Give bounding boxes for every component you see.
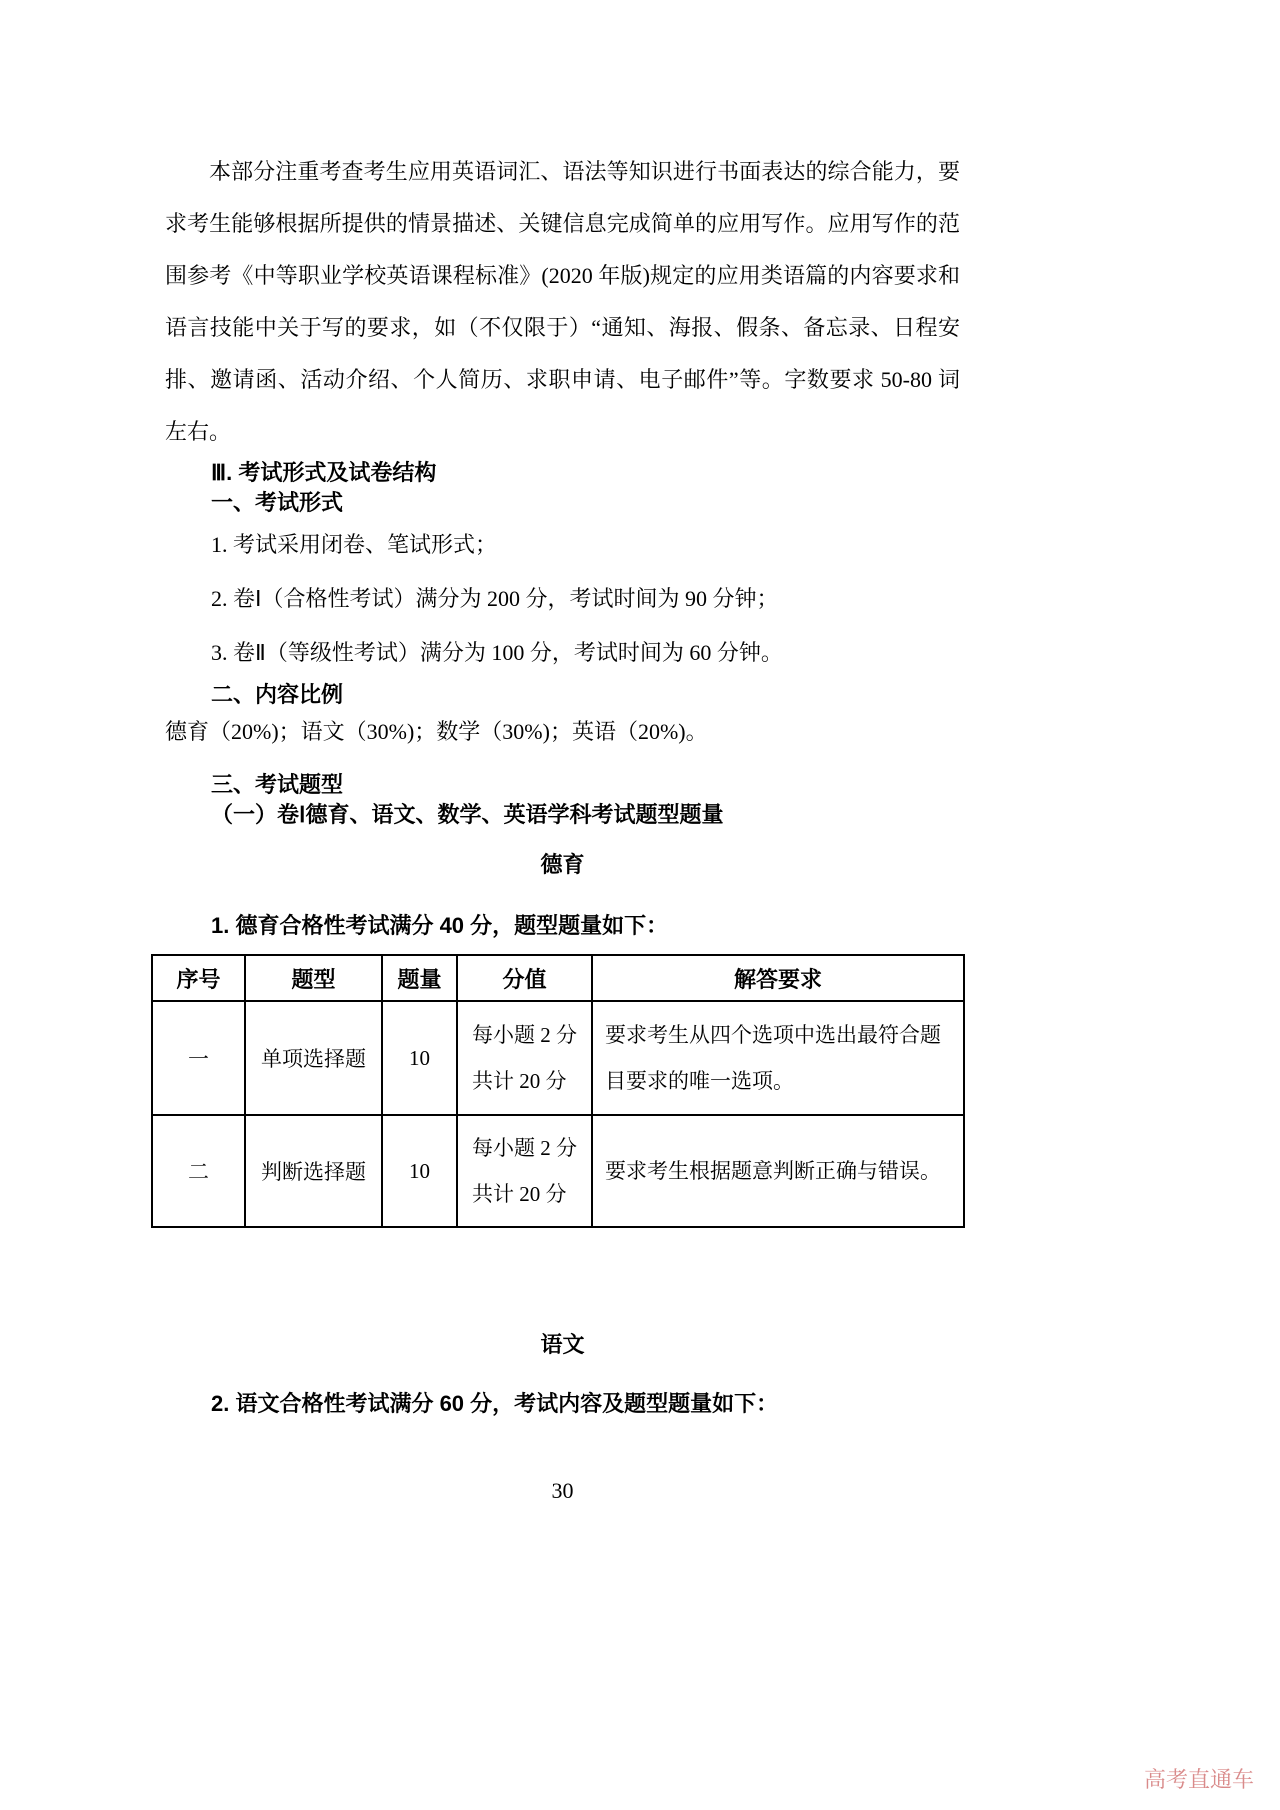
moral-table-intro: 1. 德育合格性考试满分 40 分，题型题量如下： — [211, 913, 669, 938]
volume-subheading: （一）卷Ⅰ德育、语文、数学、英语学科考试题型题量 — [211, 802, 724, 827]
chinese-table-intro: 2. 语文合格性考试满分 60 分，考试内容及题型题量如下： — [211, 1391, 779, 1416]
cell-no: 一 — [152, 1001, 245, 1115]
exam-form-item-2: 2. 卷Ⅰ（合格性考试）满分为 200 分，考试时间为 90 分钟； — [211, 586, 779, 611]
score-line-1: 每小题 2 分 — [472, 1023, 577, 1047]
header-cell-type: 题型 — [245, 955, 382, 1001]
cell-requirement: 要求考生根据题意判断正确与错误。 — [592, 1115, 964, 1227]
cell-score — [457, 1001, 592, 1115]
score-line-1: 每小题 2 分 — [472, 1136, 577, 1160]
header-cell-count: 题量 — [382, 955, 457, 1001]
cell-requirement: 要求考生从四个选项中选出最符合题目要求的唯一选项。 — [592, 1001, 964, 1115]
header-cell-requirement: 解答要求 — [592, 955, 964, 1001]
page-content — [165, 146, 960, 1432]
cell-score — [457, 1115, 592, 1227]
cell-count: 10 — [382, 1115, 457, 1227]
cell-type: 单项选择题 — [245, 1001, 382, 1115]
watermark: 高考直通车 — [1143, 1767, 1254, 1792]
section-iii-heading: Ⅲ. 考试形式及试卷结构 — [211, 460, 437, 485]
intro-paragraph: 本部分注重考查考生应用英语词汇、语法等知识进行书面表达的综合能力，要求考生能够根据所提供的情景描述、关键信息完成简单的应用写作。应用写作的范围参考《中等职业学校英语课程标准》(2020 年版)规定的应用类语篇的内容要求和语言技能中关于写的要求，如（不仅限于）“通知、海报、假条、备忘录、日程安排、邀请函、活动介绍、个人简历、求职申请、电子邮件”等。字数要求 50-80 词左右。 — [165, 159, 960, 444]
header-cell-score: 分值 — [457, 955, 592, 1001]
content-ratio-text: 德育（20%)；语文（30%)；数学（30%)；英语（20%)。 — [165, 719, 708, 744]
table-row — [152, 1001, 964, 1115]
exam-form-item-3: 3. 卷Ⅱ（等级性考试）满分为 100 分，考试时间为 60 分钟。 — [211, 640, 783, 665]
table-header-row — [152, 955, 964, 1001]
content-ratio-heading: 二、内容比例 — [211, 682, 344, 707]
page-number: 30 — [551, 1478, 574, 1503]
score-line-2: 共计 20 分 — [472, 1069, 567, 1093]
score-line-2: 共计 20 分 — [472, 1182, 567, 1206]
moral-exam-table — [151, 954, 965, 1228]
question-types-heading: 三、考试题型 — [211, 772, 344, 797]
subject-title-moral: 德育 — [540, 852, 585, 877]
cell-type: 判断选择题 — [245, 1115, 382, 1227]
table-row — [152, 1115, 964, 1227]
cell-count: 10 — [382, 1001, 457, 1115]
cell-no: 二 — [152, 1115, 245, 1227]
exam-form-heading: 一、考试形式 — [211, 490, 344, 515]
header-cell-no: 序号 — [152, 955, 245, 1001]
exam-form-item-1: 1. 考试采用闭卷、笔试形式； — [211, 532, 498, 557]
subject-title-chinese: 语文 — [540, 1332, 585, 1357]
